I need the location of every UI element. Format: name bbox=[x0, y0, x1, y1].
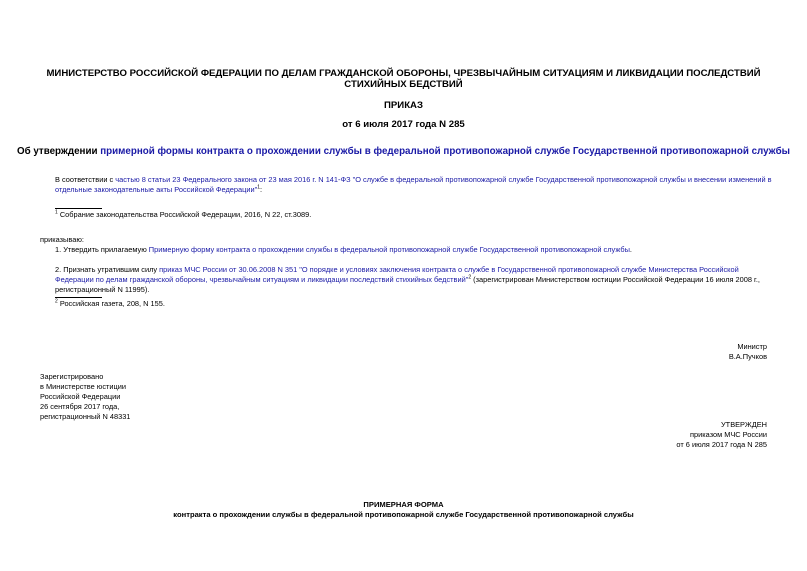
approved-form-link[interactable]: Примерную форму контракта о прохождении службы в федеральной противопожарной службе Государственной противопожарной службы bbox=[148, 245, 630, 254]
repealed-order-link[interactable]: приказ МЧС России от 30.06.2008 N 351 "О порядке и условиях заключения контракта о службе в Государственной противопожарной службе Министерства Российской Федерации по делам гражданской обороны, чрезвычайным ситуациям и ликвидации последствий стихийных бедствий" bbox=[55, 265, 739, 284]
footnote-separator bbox=[55, 297, 102, 298]
footnote-2 bbox=[55, 299, 165, 309]
footnote-ref-2[interactable]: 2 bbox=[468, 274, 472, 281]
registration-line: 26 сентября 2017 года, bbox=[40, 402, 120, 411]
form-heading bbox=[0, 500, 807, 520]
footnote-ref-1[interactable]: 1 bbox=[257, 184, 261, 191]
registration-line: Зарегистрировано bbox=[40, 372, 104, 381]
registration-line: в Министерстве юстиции bbox=[40, 382, 127, 391]
registration-line: Российской Федерации bbox=[40, 392, 121, 401]
document-type: ПРИКАЗ bbox=[384, 100, 423, 111]
ordered-label: приказываю: bbox=[40, 235, 84, 244]
signature-block bbox=[729, 342, 767, 362]
footnote-mark-2: 2 bbox=[55, 298, 58, 305]
order-item-2 bbox=[55, 265, 773, 295]
form-subtitle: контракта о прохождении службы в федеральной противопожарной службе Государственной противопожарной службы bbox=[173, 510, 634, 519]
signature-title: Министр bbox=[737, 342, 767, 351]
footnote-separator bbox=[55, 208, 102, 209]
document-date-number: от 6 июля 2017 года N 285 bbox=[342, 119, 465, 130]
order-item-1 bbox=[55, 245, 775, 255]
registration-line: регистрационный N 48331 bbox=[40, 412, 131, 421]
footnote-mark-1: 1 bbox=[55, 209, 58, 216]
federal-law-link[interactable]: частью 8 статьи 23 Федерального закона от 23 мая 2016 г. N 141-ФЗ "О службе в федеральной противопожарной службе Государственной противопожарной службы и внесении изменений в отдельные законодательные акты Российской Федерации" bbox=[55, 175, 772, 194]
footnote-1-text: Собрание законодательства Российской Федерации, 2016, N 22, ст.3089. bbox=[57, 210, 312, 219]
item2-suffix: (зарегистрирован Министерством юстиции Российской Федерации 16 июля 2008 г., регистрационный N 11995). bbox=[55, 275, 760, 294]
item2-prefix: 2. Признать утратившим силу bbox=[55, 265, 160, 274]
approval-line: от 6 июля 2017 года N 285 bbox=[676, 440, 767, 449]
subject-prefix: Об утверждении bbox=[16, 146, 101, 157]
registration-block bbox=[40, 372, 130, 422]
preamble-prefix: В соответствии с bbox=[55, 175, 116, 184]
approval-line: приказом МЧС России bbox=[690, 430, 767, 439]
footnote-1 bbox=[55, 210, 311, 220]
subject-link[interactable]: примерной формы контракта о прохождении службы в федеральной противопожарной службе Государственной противопожарной службы bbox=[100, 146, 791, 157]
form-title: ПРИМЕРНАЯ ФОРМА bbox=[363, 500, 444, 509]
preamble-suffix: : bbox=[260, 185, 263, 194]
approval-stamp bbox=[676, 420, 767, 450]
item1-prefix: 1. Утвердить прилагаемую bbox=[55, 245, 149, 254]
ministry-heading: МИНИСТЕРСТВО РОССИЙСКОЙ ФЕДЕРАЦИИ ПО ДЕЛАМ ГРАЖДАНСКОЙ ОБОРОНЫ, ЧРЕЗВЫЧАЙНЫМ СИТУАЦИЯМ И ЛИКВИДАЦИИ ПОСЛЕДСТВИЙ СТИХИЙНЫХ БЕДСТВИЙ bbox=[46, 68, 761, 90]
preamble-paragraph bbox=[55, 175, 773, 195]
approval-line: УТВЕРЖДЕН bbox=[720, 420, 767, 429]
document-subject bbox=[0, 146, 807, 157]
item1-suffix: . bbox=[629, 245, 632, 254]
signature-name: В.А.Пучков bbox=[728, 352, 767, 361]
footnote-2-text: Российская газета, 208, N 155. bbox=[57, 299, 165, 308]
